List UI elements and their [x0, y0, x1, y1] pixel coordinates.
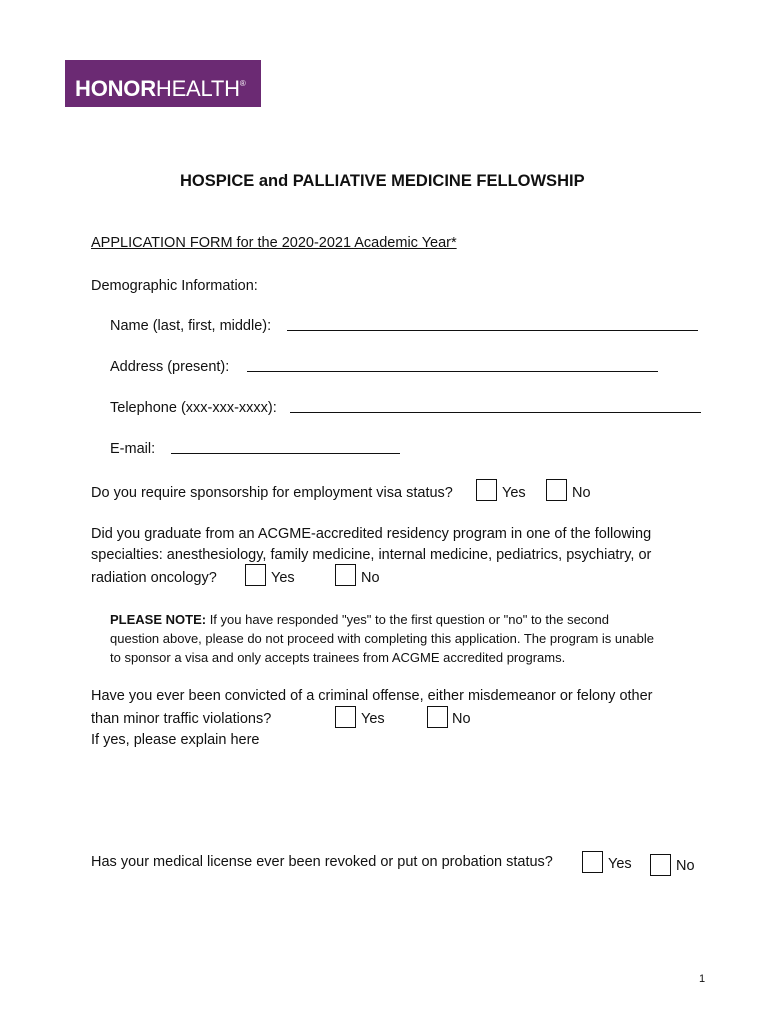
demographic-heading: Demographic Information: [91, 278, 258, 294]
criminal-question-line2: than minor traffic violations? [91, 711, 272, 727]
page-number: 1 [699, 973, 706, 985]
note-line3: to sponsor a visa and only accepts trainees from ACGME accredited programs. [110, 650, 566, 665]
acgme-yes-checkbox[interactable] [245, 564, 266, 586]
visa-no-checkbox[interactable] [546, 479, 567, 501]
name-label: Name (last, first, middle): [110, 318, 272, 334]
license-question: Has your medical license ever been revoked or put on probation status? [91, 854, 553, 870]
logo-registered-mark: ® [239, 79, 246, 88]
note-line1: If you have responded "yes" to the first question or "no" to the second [206, 612, 610, 627]
criminal-explain-prompt: If yes, please explain here [91, 732, 260, 748]
visa-no-label: No [572, 485, 591, 501]
license-yes-label: Yes [608, 856, 632, 872]
address-label: Address (present): [110, 359, 230, 375]
address-input-line[interactable] [247, 371, 658, 372]
acgme-question-line3: radiation oncology? [91, 570, 217, 586]
acgme-question-line2: specialties: anesthesiology, family medicine, internal medicine, pediatrics, psychiatry, or [91, 547, 652, 563]
name-input-line[interactable] [287, 330, 698, 331]
note-line2: question above, please do not proceed with completing this application. The program is unable [110, 631, 654, 646]
note-label: PLEASE NOTE: [110, 612, 207, 627]
acgme-question-line1: Did you graduate from an ACGME-accredited residency program in one of the following [91, 526, 652, 542]
page-title: HOSPICE and PALLIATIVE MEDICINE FELLOWSHIP [180, 172, 585, 190]
license-no-checkbox[interactable] [650, 854, 671, 876]
criminal-yes-label: Yes [361, 711, 385, 727]
telephone-input-line[interactable] [290, 412, 701, 413]
visa-yes-checkbox[interactable] [476, 479, 497, 501]
visa-yes-label: Yes [502, 485, 526, 501]
email-label: E-mail: [110, 441, 156, 457]
logo-text-health: HEALTH [155, 76, 240, 101]
criminal-no-checkbox[interactable] [427, 706, 448, 728]
telephone-label: Telephone (xxx-xxx-xxxx): [110, 400, 277, 416]
criminal-no-label: No [452, 711, 471, 727]
please-note-block [110, 610, 710, 667]
acgme-yes-label: Yes [271, 570, 295, 586]
logo-text-honor: HONOR [75, 76, 156, 101]
criminal-yes-checkbox[interactable] [335, 706, 356, 728]
email-input-line[interactable] [171, 453, 400, 454]
acgme-no-checkbox[interactable] [335, 564, 356, 586]
acgme-no-label: No [361, 570, 380, 586]
criminal-question-line1: Have you ever been convicted of a criminal offense, either misdemeanor or felony other [91, 688, 653, 704]
license-yes-checkbox[interactable] [582, 851, 603, 873]
visa-question: Do you require sponsorship for employment visa status? [91, 485, 453, 501]
form-subtitle: APPLICATION FORM for the 2020-2021 Academic Year* [91, 235, 457, 251]
honorhealth-logo [65, 60, 261, 107]
license-no-label: No [676, 858, 695, 874]
